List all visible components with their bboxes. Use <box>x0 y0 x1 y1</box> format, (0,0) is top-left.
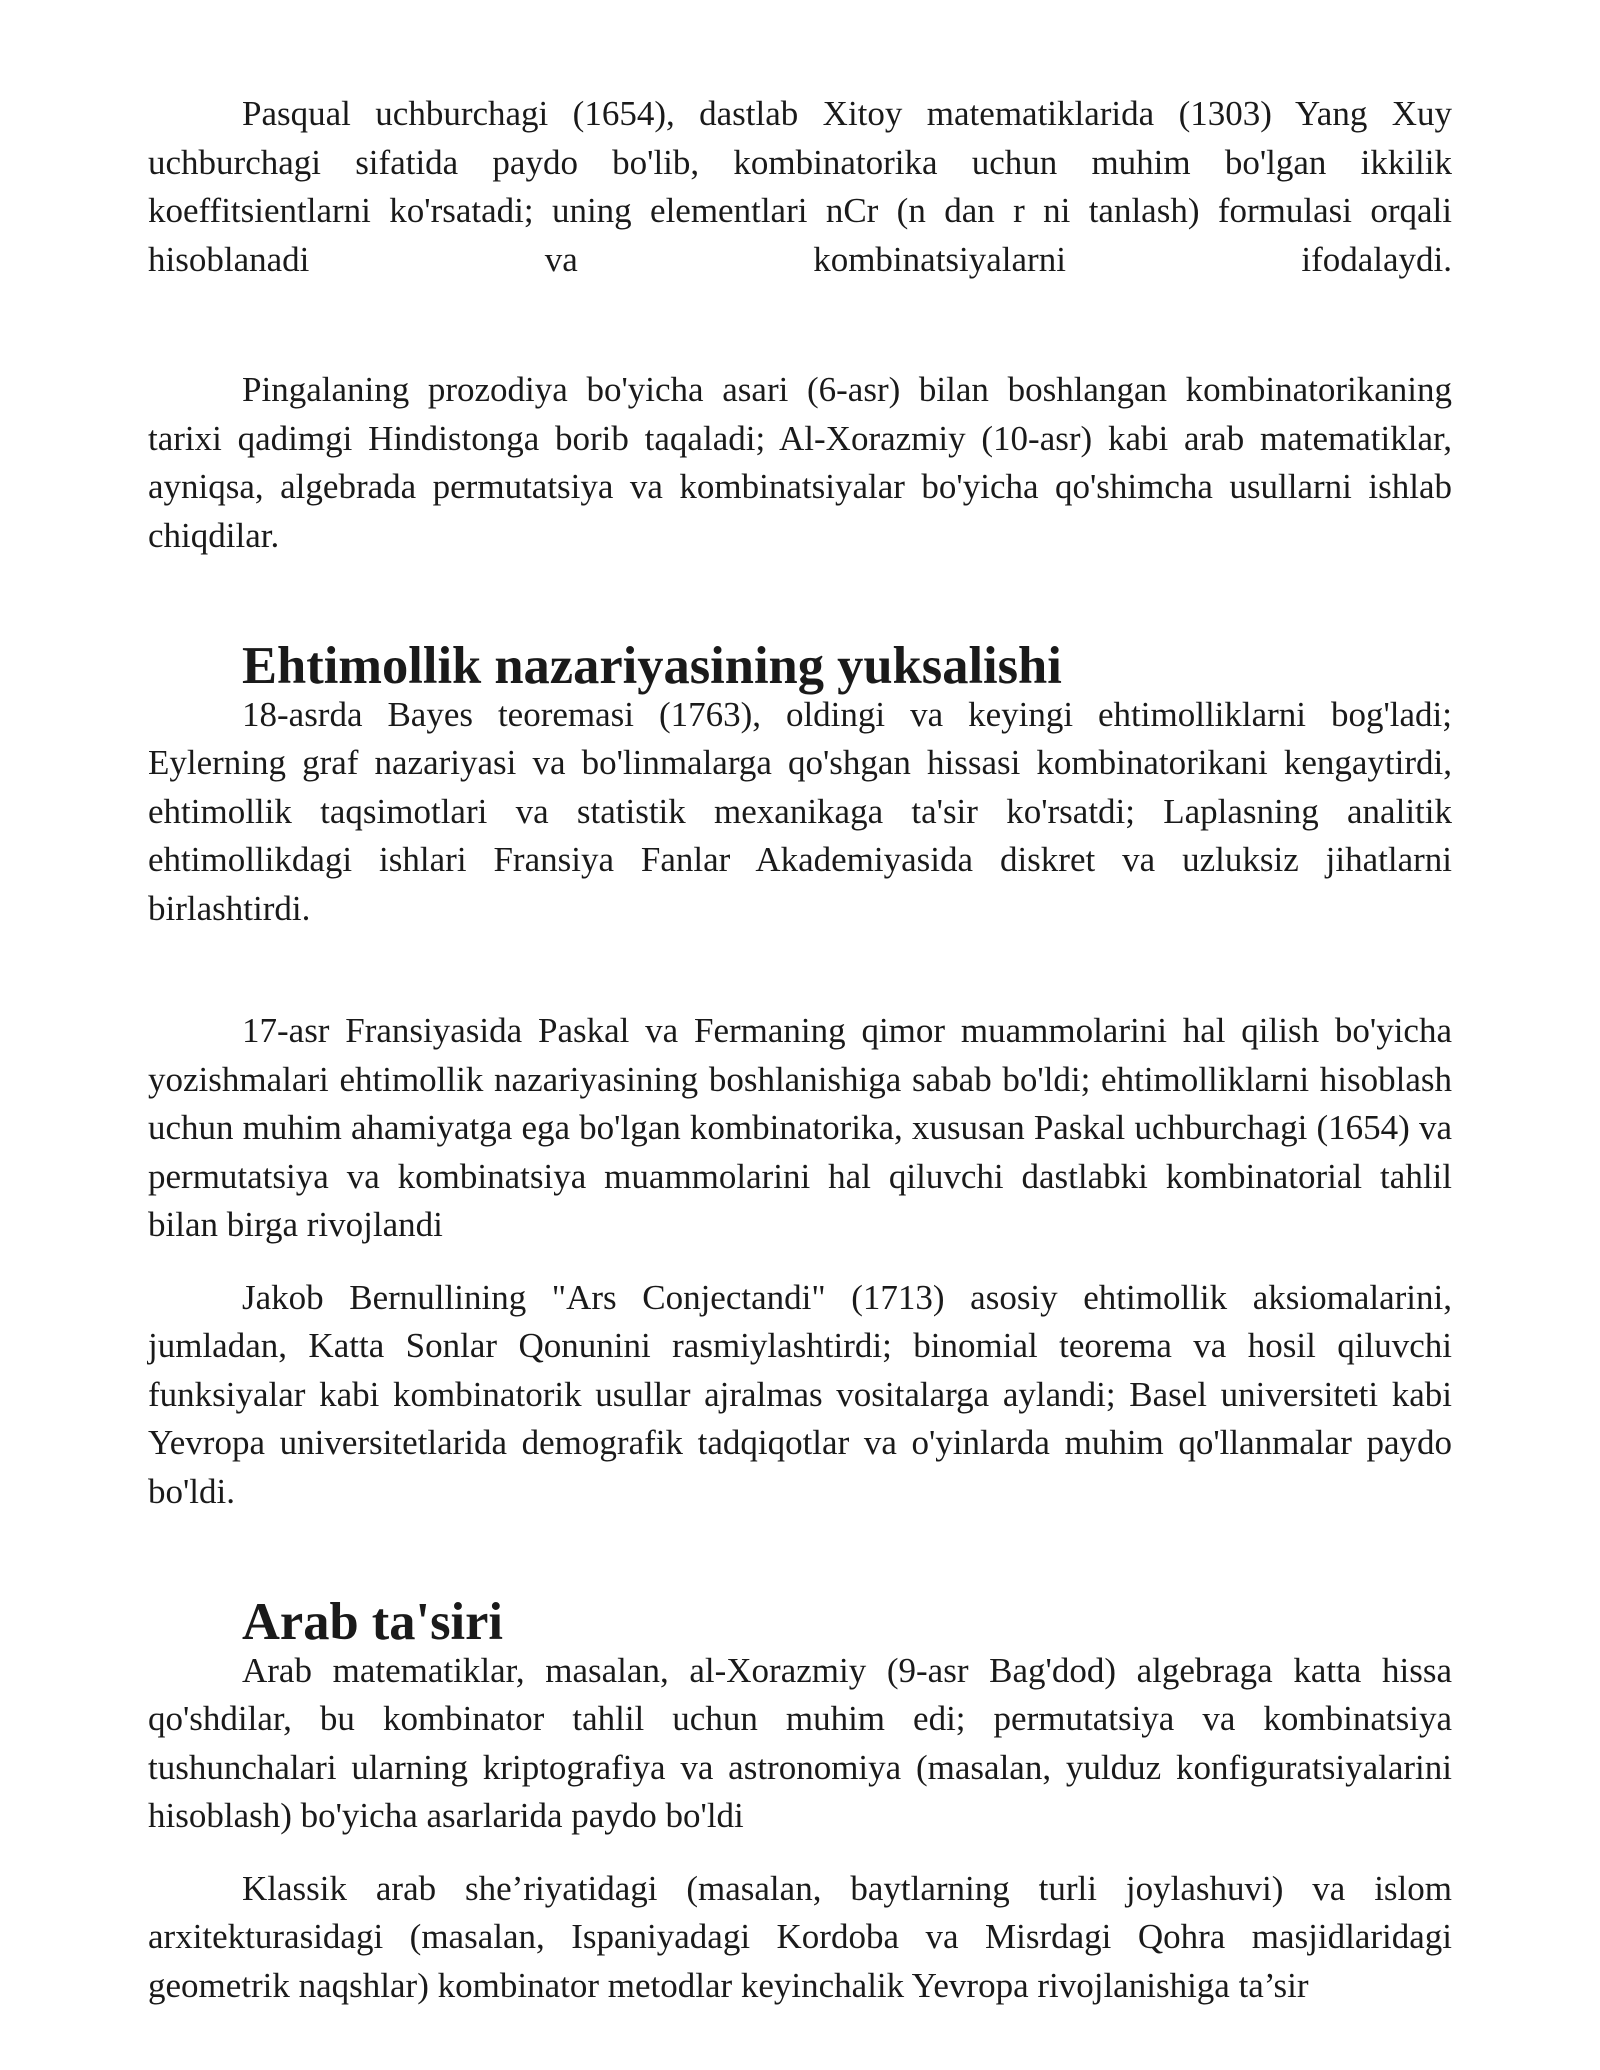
spacer <box>148 284 1452 366</box>
paragraph-arab-mathematicians: Arab matematiklar, masalan, al-Xorazmiy (9-asr Bag'dod) algebraga katta hissa qo'shdilar, bu kombinator tahlil uchun muhim edi; permutatsiya va kombinatsiya tushunchalari ularning kriptografiya va astronomiya (masalan, yulduz konfiguratsiyalarini hisoblash) bo'yicha asarlarida paydo bo'ldi <box>148 1650 1452 1835</box>
spacer <box>148 1841 1452 1865</box>
spacer <box>148 1516 1452 1598</box>
paragraph-bernoulli: Jakob Bernullining "Ars Conjectandi" (1713) asosiy ehtimollik aksiomalarini, jumladan, Katta Sonlar Qonunini rasmiylashtirdi; binomial teorema va hosil qiluvchi funksiyalar kabi kombinatorik usullar ajralmas vositalarga aylandi; Basel universiteti kabi Yevropa universitetlarida demografik tadqiqotlar va o'yinlarda muhim qo'llanmalar paydo bo'ldi. <box>148 1277 1452 1511</box>
paragraph-pascal-fermat: 17-asr Fransiyasida Paskal va Fermaning qimor muammolarini hal qilish bo'yicha yozishmalari ehtimollik nazariyasining boshlanishiga sabab bo'ldi; ehtimolliklarni hisoblash uchun muhim ahamiyatga ega bo'lgan kombinatorika, xususan Paskal uchburchagi (1654) va permutatsiya va kombinatsiya muammolarini hal qiluvchi dastlabki kombinatorial tahlil bilan birga rivojlandi <box>148 1011 1452 1244</box>
spacer <box>148 560 1452 642</box>
heading-probability-rise: Ehtimollik nazariyasining yuksalishi <box>242 637 1062 695</box>
paragraph-pingala-history: Pingalaning prozodiya bo'yicha asari (6-asr) bilan boshlangan kombinatorikaning tarixi qadimgi Hindistonga borib taqaladi; Al-Xorazmiy (10-asr) kabi arab matematiklar, ayniqsa, algebrada permutatsiya va kombinatsiyalar bo'yicha qo'shimcha usullarni ishlab chiqdilar. <box>148 370 1452 555</box>
spacer <box>148 1250 1452 1274</box>
paragraph-pascal-triangle: Pasqual uchburchagi (1654), dastlab Xitoy matematiklarida (1303) Yang Xuy uchburchagi sifatida paydo bo'lib, kombinatorika uchun muhim bo'lgan ikkilik koeffitsientlarni ko'rsatadi; uning elementlari nCr (n dan r ni tanlash) formulasi orqali hisoblanadi va kombinatsiyalarni ifodalaydi. <box>148 94 1452 279</box>
paragraph-bayes-euler-laplace: 18-asrda Bayes teoremasi (1763), oldingi va keyingi ehtimolliklarni bog'ladi; Eylerning graf nazariyasi va bo'linmalarga qo'shgan hissasi kombinatorikani kengaytirdi, ehtimollik taqsimotlari va statistik mexanikaga ta'sir ko'rsatdi; Laplasning analitik ehtimollikdagi ishlari Fransiya Fanlar Akademiyasida diskret va uzluksiz jihatlarni birlashtirdi. <box>148 694 1452 928</box>
spacer <box>148 933 1452 1007</box>
paragraph-arab-poetry-architecture: Klassik arab she’riyatidagi (masalan, baytlarning turli joylashuvi) va islom arxitekturasidagi (masalan, Ispaniyadagi Kordoba va Misrdagi Qohra masjidlaridagi geometrik naqshlar) kombinator metodlar keyinchalik Yevropa rivojlanishiga ta’sir <box>148 1868 1452 2005</box>
heading-arab-influence: Arab ta'siri <box>242 1593 504 1651</box>
document-page <box>148 90 1452 2010</box>
